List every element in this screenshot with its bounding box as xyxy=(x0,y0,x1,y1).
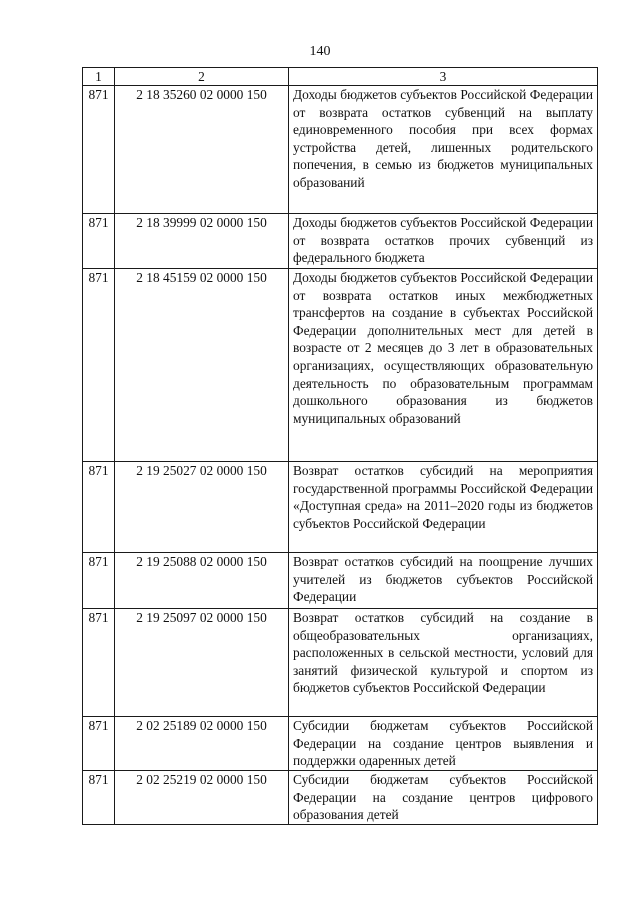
description-cell: Субсидии бюджетам субъектов Российской Федерации на создание центров цифрового образования детей xyxy=(289,771,598,825)
description-cell: Доходы бюджетов субъектов Российской Федерации от возврата остатков иных межбюджетных трансфертов на создание в субъектах Российской Федерации дополнительных мест для детей в возрасте от 2 месяцев до 3 лет в образовательных организациях, осуществляющих образовательную деятельность по образовательным программам дошкольного образования из бюджетов муниципальных образований xyxy=(289,269,598,462)
budget-code-cell: 2 18 39999 02 0000 150 xyxy=(115,214,289,269)
budget-code-cell: 2 02 25189 02 0000 150 xyxy=(115,717,289,771)
budget-code-cell: 2 19 25027 02 0000 150 xyxy=(115,462,289,553)
admin-code-cell: 871 xyxy=(83,609,115,717)
admin-code-cell: 871 xyxy=(83,269,115,462)
table-row xyxy=(83,717,598,771)
description-cell: Возврат остатков субсидий на поощрение лучших учителей из бюджетов субъектов Российской Федерации xyxy=(289,553,598,609)
column-header-1: 1 xyxy=(83,68,115,86)
description-cell: Доходы бюджетов субъектов Российской Федерации от возврата остатков субвенций на выплату единовременного пособия при всех формах устройства детей, лишенных родительского попечения, в семью из бюджетов муниципальных образований xyxy=(289,86,598,214)
table-row xyxy=(83,214,598,269)
admin-code-cell: 871 xyxy=(83,771,115,825)
column-header-3: 3 xyxy=(289,68,598,86)
admin-code-cell: 871 xyxy=(83,462,115,553)
admin-code-cell: 871 xyxy=(83,86,115,214)
column-header-2: 2 xyxy=(115,68,289,86)
description-cell: Возврат остатков субсидий на создание в общеобразовательных организациях, расположенных в сельской местности, условий для занятий физической культурой и спортом из бюджетов субъектов Российской Федерации xyxy=(289,609,598,717)
table-row xyxy=(83,462,598,553)
page-number: 140 xyxy=(309,44,331,59)
budget-code-cell: 2 02 25219 02 0000 150 xyxy=(115,771,289,825)
budget-code-cell: 2 19 25088 02 0000 150 xyxy=(115,553,289,609)
admin-code-cell: 871 xyxy=(83,214,115,269)
table-row xyxy=(83,86,598,214)
table-row xyxy=(83,609,598,717)
budget-code-cell: 2 19 25097 02 0000 150 xyxy=(115,609,289,717)
budget-code-cell: 2 18 35260 02 0000 150 xyxy=(115,86,289,214)
table-row xyxy=(83,269,598,462)
description-cell: Доходы бюджетов субъектов Российской Федерации от возврата остатков прочих субвенций из федерального бюджета xyxy=(289,214,598,269)
description-cell: Субсидии бюджетам субъектов Российской Федерации на создание центров выявления и поддержки одаренных детей xyxy=(289,717,598,771)
description-cell: Возврат остатков субсидий на мероприятия государственной программы Российской Федерации «Доступная среда» на 2011–2020 годы из бюджетов субъектов Российской Федерации xyxy=(289,462,598,553)
admin-code-cell: 871 xyxy=(83,717,115,771)
admin-code-cell: 871 xyxy=(83,553,115,609)
table-row xyxy=(83,553,598,609)
budget-classification-table xyxy=(82,67,598,825)
table-row xyxy=(83,771,598,825)
budget-code-cell: 2 18 45159 02 0000 150 xyxy=(115,269,289,462)
table-header-row xyxy=(83,68,598,86)
